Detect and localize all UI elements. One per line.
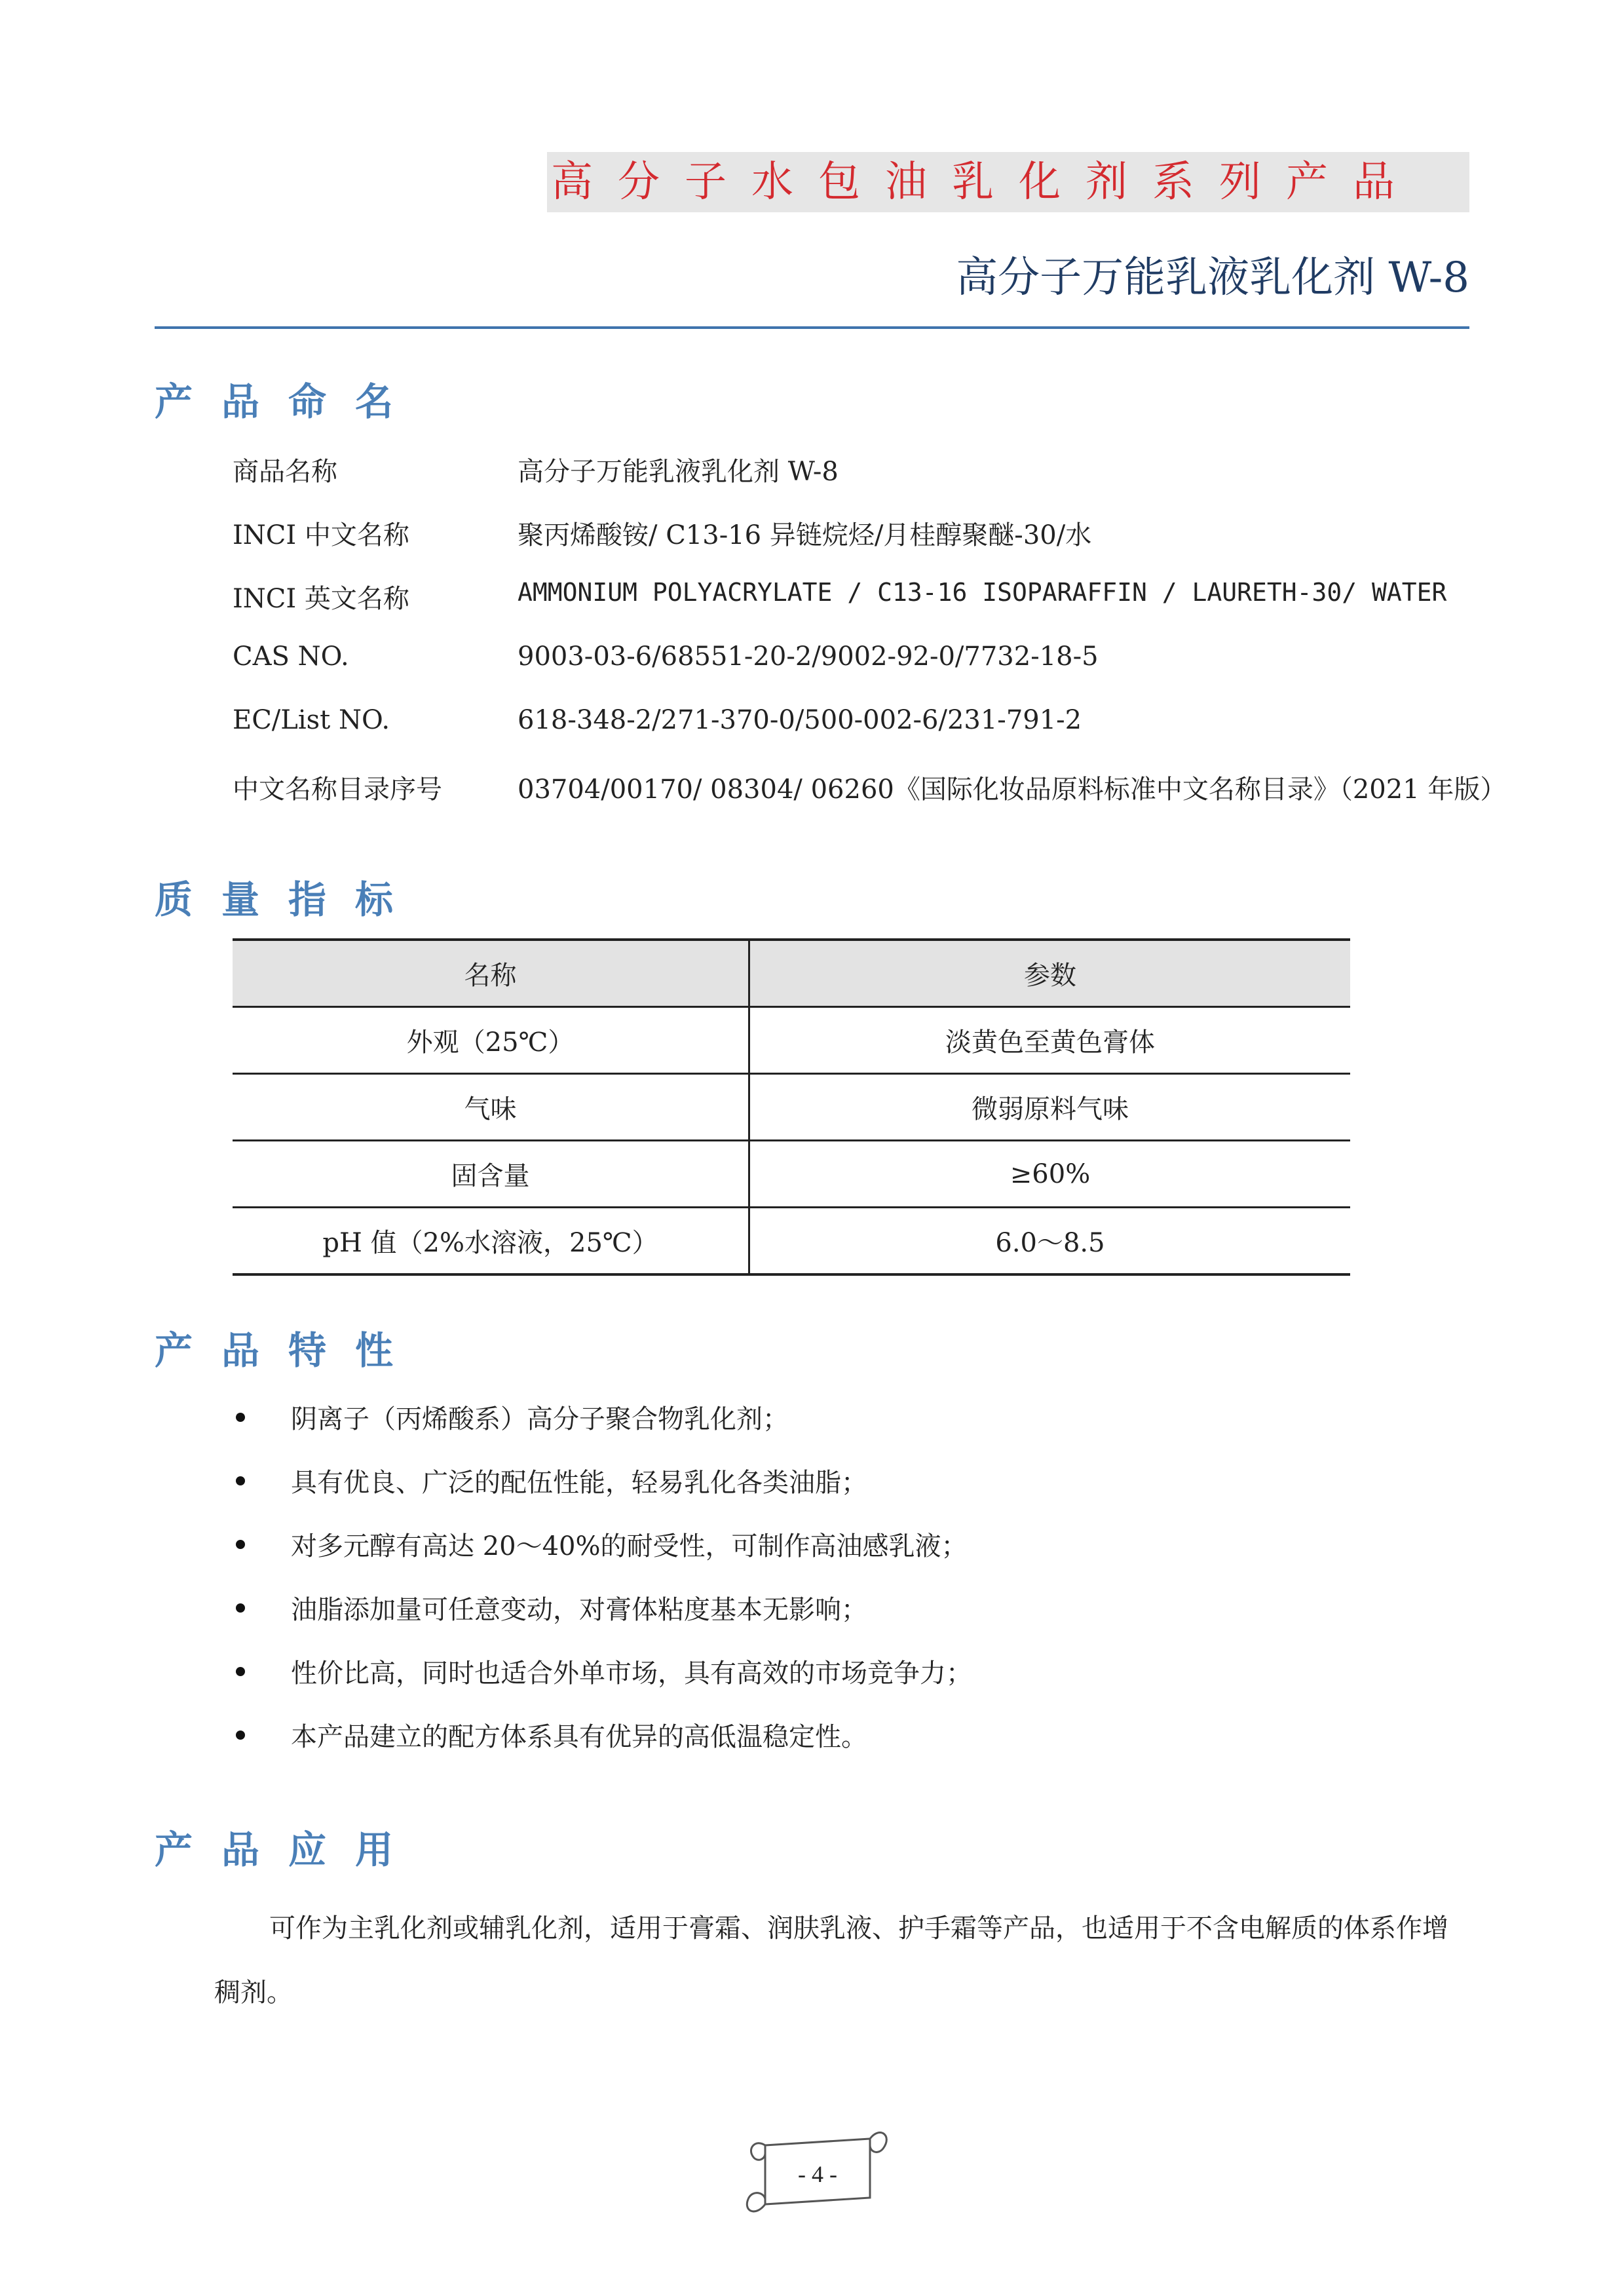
list-item-text: 本产品建立的配方体系具有优异的高低温稳定性。 xyxy=(291,1722,867,1752)
table-cell-name: pH 值（2%水溶液，25℃） xyxy=(233,1208,749,1275)
table-cell-value: 微弱原料气味 xyxy=(749,1074,1351,1141)
naming-value: 聚丙烯酸铵/ C13-16 异链烷烃/月桂醇聚醚-30/水 xyxy=(518,520,1092,550)
bullet-icon xyxy=(236,1731,245,1740)
naming-label: 中文名称目录序号 xyxy=(233,775,442,805)
list-item-text: 油脂添加量可任意变动，对膏体粘度基本无影响； xyxy=(291,1595,867,1625)
column-header: 参数 xyxy=(749,940,1351,1007)
naming-value: 03704/00170/ 08304/ 06260《国际化妆品原料标准中文名称目录》（2021 年版） xyxy=(518,775,1507,805)
bullet-icon xyxy=(236,1603,245,1613)
bullet-icon xyxy=(236,1667,245,1676)
table-cell-name: 外观（25℃） xyxy=(233,1007,749,1074)
table-header-row xyxy=(233,940,1350,1007)
column-header: 名称 xyxy=(233,940,749,1007)
list-item-text: 阴离子（丙烯酸系）高分子聚合物乳化剂； xyxy=(291,1404,789,1434)
product-title: 高分子万能乳液乳化剂 W-8 xyxy=(956,254,1469,302)
bullet-icon xyxy=(236,1413,245,1422)
naming-value: AMMONIUM POLYACRYLATE / C13-16 ISOPARAFFIN / LAURETH-30/ WATER xyxy=(518,578,1447,607)
bullet-icon xyxy=(236,1540,245,1549)
list-item-text: 性价比高，同时也适合外单市场，具有高效的市场竞争力； xyxy=(291,1658,972,1689)
application-heading: 产品应用 xyxy=(155,1827,423,1872)
naming-value: 618-348-2/271-370-0/500-002-6/231-791-2 xyxy=(518,705,1082,735)
table-cell-name: 气味 xyxy=(233,1074,749,1141)
bullet-icon xyxy=(236,1476,245,1485)
list-item-text: 对多元醇有高达 20～40%的耐受性，可制作高油感乳液； xyxy=(291,1531,968,1561)
application-paragraph: 可作为主乳化剂或辅乳化剂，适用于膏霜、润肤乳液、护手霜等产品，也适用于不含电解质的体系作增稠剂。 xyxy=(214,1913,1448,2008)
header-divider xyxy=(155,326,1469,329)
table-row xyxy=(233,1007,1350,1074)
naming-value: 高分子万能乳液乳化剂 W-8 xyxy=(518,457,839,487)
table-cell-value: 淡黄色至黄色膏体 xyxy=(749,1007,1351,1074)
naming-label: CAS NO. xyxy=(233,641,349,672)
list-item-text: 具有优良、广泛的配伍性能，轻易乳化各类油脂； xyxy=(291,1468,867,1498)
naming-label: 商品名称 xyxy=(233,457,337,487)
table-row xyxy=(233,1074,1350,1141)
table-cell-name: 固含量 xyxy=(233,1141,749,1208)
naming-value: 9003-03-6/68551-20-2/9002-92-0/7732-18-5 xyxy=(518,641,1099,672)
quality-table xyxy=(233,938,1350,1276)
naming-label: EC/List NO. xyxy=(233,705,390,735)
table-cell-value: 6.0～8.5 xyxy=(749,1208,1351,1275)
quality-heading: 质量指标 xyxy=(155,877,423,922)
naming-label: INCI 英文名称 xyxy=(233,584,409,614)
naming-label: INCI 中文名称 xyxy=(233,520,409,550)
table-cell-value: ≥60% xyxy=(749,1141,1351,1208)
series-title: 高分子水包油乳化剂系列产品 xyxy=(551,158,1420,206)
naming-heading: 产品命名 xyxy=(155,379,423,424)
table-row xyxy=(233,1208,1350,1275)
table-row xyxy=(233,1141,1350,1208)
features-heading: 产品特性 xyxy=(155,1328,423,1373)
page-number: - 4 - xyxy=(798,2161,837,2187)
